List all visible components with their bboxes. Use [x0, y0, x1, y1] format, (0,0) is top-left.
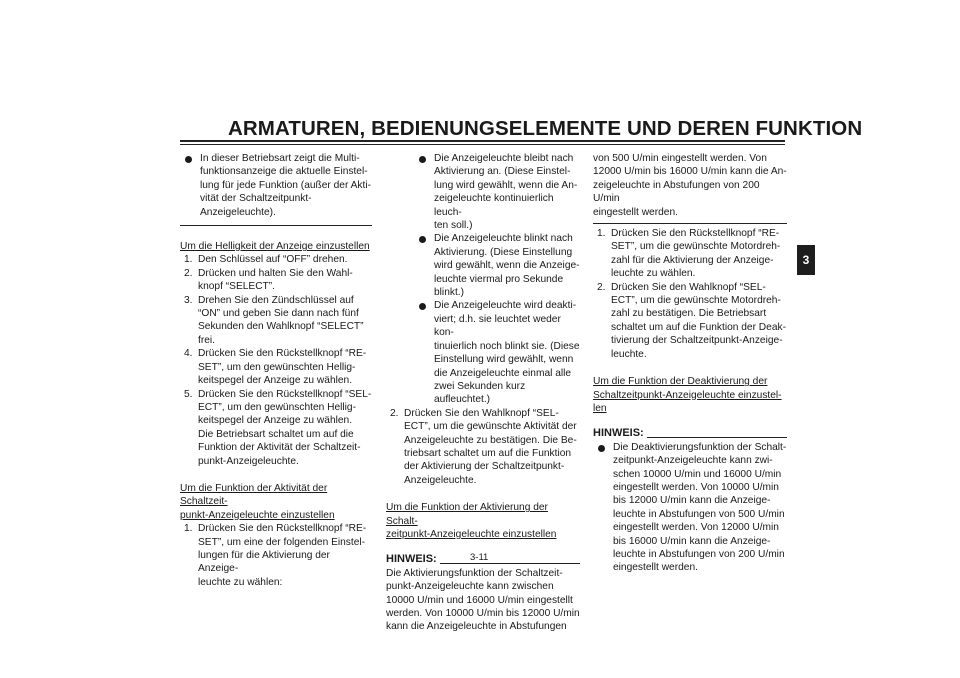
step-item: 1. Drücken Sie den Rückstellknopf “RE- SET”, um eine der folgenden Einstel- lungen für die Aktivierung der Anzeige- leuchte zu wählen:	[184, 523, 367, 588]
hinweis-text: Die Aktivierungsfunktion der Schaltzeit- punkt-Anzeigeleuchte kann zwischen 10000 U/min und 16000 U/min eingestellt werden. Von 10000 U/min bis 12000 U/min kann die Anzeigeleuchte in Abstufungen	[386, 567, 580, 633]
bullet-icon	[185, 156, 192, 163]
bullet-item	[414, 299, 580, 406]
header-rule	[180, 140, 785, 142]
step-item: 5. Drücken Sie den Rückstellknopf “SEL- ECT”, um den gewünschten Hellig- keitspegel der Anzeige zu wählen. Die Betriebsart schaltet um auf die Funktion der Aktivität der Schaltzeit- punkt-Anzeigeleuchte.	[184, 388, 372, 467]
step-item: 1. Den Schlüssel auf “OFF” drehen.	[184, 254, 348, 266]
bullet-text: Die Deaktivierungsfunktion der Schalt- zeitpunkt-Anzeigeleuchte kann zwi- schen 10000 U/min und 16000 U/min eingestellt werden. Von 10000 U/min bis 12000 U/min kann die Anzeige- leuchte in Abstufungen von 500 U/min eingestellt werden. Von 12000 U/min bis 16000 U/min kann die Anzeige- leuchte in Abstufungen von 200 U/min eingestellt werden.	[613, 441, 787, 574]
divider	[593, 223, 787, 224]
section-title: Um die Funktion der Deaktivierung der Schaltzeitpunkt-Anzeigeleuchte einzustel- len	[593, 376, 782, 414]
section-title: Um die Funktion der Aktivierung der Schalt- zeitpunkt-Anzeigeleuchte einzustellen	[386, 502, 557, 540]
continued-text: von 500 U/min eingestellt werden. Von 12000 U/min bis 16000 U/min kann die An- zeigeleuchte in Abstufungen von 200 U/min eingestellt werden.	[593, 153, 787, 218]
bullet-item	[414, 232, 580, 299]
bullet-item	[180, 152, 372, 219]
bullet-icon	[419, 236, 426, 243]
page-title: ARMATUREN, BEDIENUNGSELEMENTE UND DEREN FUNKTION	[228, 117, 863, 140]
step-item: 2. Drücken Sie den Wahlknopf “SEL- ECT”, um die gewünschte Aktivität der Anzeigeleuchte zu bestätigen. Die Be- triebsart schaltet um auf die Funktion der Aktivierung der Schaltzeitpunkt- Anzeigeleuchte.	[390, 407, 577, 486]
hinweis-heading: HINWEIS:	[386, 553, 580, 566]
bullet-item	[593, 441, 787, 575]
header-rule	[180, 144, 785, 145]
section-title: Um die Funktion der Aktivität der Schaltzeit- punkt-Anzeigeleuchte einzustellen	[180, 482, 335, 521]
step-item: 1. Drücken Sie den Rückstellknopf “RE- SET”, um die gewünschte Motordreh- zahl für die Aktivierung der Anzeige- leuchte zu wählen.	[597, 228, 781, 280]
step-item: 3. Drehen Sie den Zündschlüssel auf “ON” und geben Sie dann nach fünf Sekunden den Wahlknopf “SELECT” frei.	[184, 294, 364, 346]
bullet-text: Die Anzeigeleuchte wird deakti- viert; d.h. sie leuchtet weder kon- tinuierlich noch blinkt sie. (Diese Einstellung wird gewählt, wenn die Anzeigeleuchte einmal alle zwei Sekunden kurz aufleuchtet.)	[434, 300, 580, 406]
section-title: Um die Helligkeit der Anzeige einzustellen	[180, 241, 370, 253]
hinweis-heading: HINWEIS:	[593, 427, 787, 440]
bullet-icon	[419, 156, 426, 163]
column-3	[593, 152, 787, 575]
bullet-text: In dieser Betriebsart zeigt die Multi- funktionsanzeige die aktuelle Einstel- lung für jede Funktion (außer der Akti- vität der Schaltzeitpunkt- Anzeigeleuchte).	[200, 153, 372, 218]
page-number: 3-11	[470, 552, 489, 563]
bullet-item	[414, 152, 580, 232]
bullet-icon	[419, 303, 426, 310]
bullet-icon	[598, 445, 605, 452]
bullet-text: Die Anzeigeleuchte blinkt nach Aktivierung. (Diese Einstellung wird gewählt, wenn die Anzeige- leuchte viermal pro Sekunde blinkt.)	[434, 233, 580, 299]
bullet-text: Die Anzeigeleuchte bleibt nach Aktivierung an. (Diese Einstel- lung wird gewählt, wenn die An- zeigeleuchte kontinuierlich leuch- ten soll.)	[434, 153, 578, 232]
step-item: 2. Drücken Sie den Wahlknopf “SEL- ECT”, um die gewünschte Motordreh- zahl zu bestätigen. Die Betriebsart schaltet um auf die Funktion der Deak- tivierung der Schaltzeitpunkt-Anzeige- leuchte.	[597, 281, 786, 360]
column-1	[180, 152, 372, 589]
step-item: 4. Drücken Sie den Rückstellknopf “RE- SET”, um den gewünschten Hellig- keitspegel der Anzeige zu wählen.	[184, 348, 367, 387]
step-item: 2. Drücken und halten Sie den Wahl- knopf “SELECT”.	[184, 267, 353, 293]
chapter-tab: 3	[797, 245, 815, 275]
